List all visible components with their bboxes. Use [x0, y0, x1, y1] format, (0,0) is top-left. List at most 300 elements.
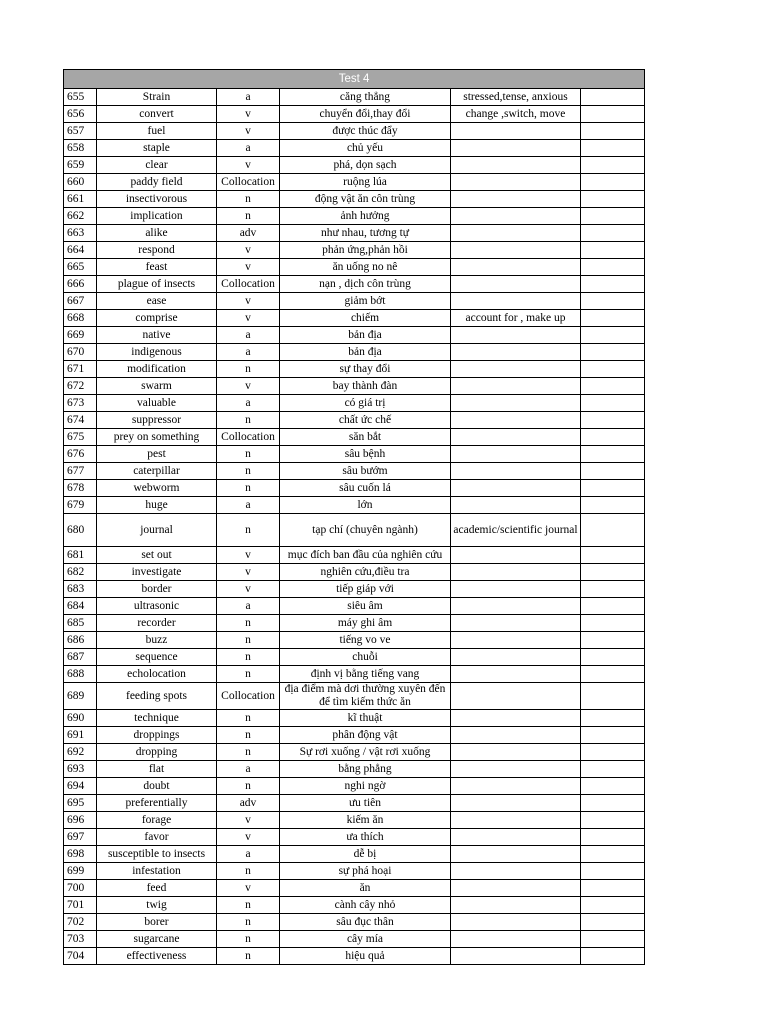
meaning-cell: sâu bướm	[280, 463, 451, 480]
table-row	[64, 547, 645, 564]
part-of-speech-cell: v	[217, 293, 280, 310]
empty-cell	[581, 310, 645, 327]
synonyms-cell	[451, 480, 581, 497]
word-cell: investigate	[97, 564, 217, 581]
meaning-cell: bản địa	[280, 327, 451, 344]
synonyms-cell	[451, 293, 581, 310]
row-number-cell: 660	[64, 174, 97, 191]
row-number-cell: 682	[64, 564, 97, 581]
empty-cell	[581, 259, 645, 276]
empty-cell	[581, 761, 645, 778]
synonyms-cell	[451, 710, 581, 727]
synonyms-cell	[451, 276, 581, 293]
row-number-cell: 697	[64, 829, 97, 846]
part-of-speech-cell: a	[217, 140, 280, 157]
part-of-speech-cell: a	[217, 89, 280, 106]
word-cell: webworm	[97, 480, 217, 497]
table-row	[64, 327, 645, 344]
meaning-cell: bằng phẳng	[280, 761, 451, 778]
empty-cell	[581, 225, 645, 242]
part-of-speech-cell: n	[217, 615, 280, 632]
empty-cell	[581, 106, 645, 123]
meaning-cell: như nhau, tương tự	[280, 225, 451, 242]
synonyms-cell	[451, 761, 581, 778]
meaning-cell: chuỗi	[280, 649, 451, 666]
table-row	[64, 564, 645, 581]
part-of-speech-cell: v	[217, 242, 280, 259]
synonyms-cell	[451, 259, 581, 276]
word-cell: sequence	[97, 649, 217, 666]
synonyms-cell	[451, 547, 581, 564]
part-of-speech-cell: n	[217, 914, 280, 931]
part-of-speech-cell: a	[217, 395, 280, 412]
row-number-cell: 699	[64, 863, 97, 880]
meaning-cell: tiếp giáp với	[280, 581, 451, 598]
table-row	[64, 761, 645, 778]
synonyms-cell	[451, 914, 581, 931]
meaning-cell: tiếng vo ve	[280, 632, 451, 649]
row-number-cell: 696	[64, 812, 97, 829]
synonyms-cell	[451, 897, 581, 914]
synonyms-cell	[451, 863, 581, 880]
empty-cell	[581, 632, 645, 649]
table-row	[64, 446, 645, 463]
meaning-cell: bản địa	[280, 344, 451, 361]
meaning-cell: chiếm	[280, 310, 451, 327]
word-cell: echolocation	[97, 666, 217, 683]
row-number-cell: 661	[64, 191, 97, 208]
part-of-speech-cell: adv	[217, 795, 280, 812]
table-row	[64, 395, 645, 412]
synonyms-cell	[451, 829, 581, 846]
table-row	[64, 744, 645, 761]
meaning-cell: lớn	[280, 497, 451, 514]
empty-cell	[581, 615, 645, 632]
empty-cell	[581, 242, 645, 259]
row-number-cell: 676	[64, 446, 97, 463]
table-row	[64, 914, 645, 931]
empty-cell	[581, 846, 645, 863]
meaning-cell: cây mía	[280, 931, 451, 948]
part-of-speech-cell: a	[217, 497, 280, 514]
part-of-speech-cell: v	[217, 106, 280, 123]
word-cell: fuel	[97, 123, 217, 140]
row-number-cell: 698	[64, 846, 97, 863]
table-row	[64, 897, 645, 914]
synonyms-cell	[451, 327, 581, 344]
row-number-cell: 704	[64, 948, 97, 965]
table-row	[64, 931, 645, 948]
row-number-cell: 687	[64, 649, 97, 666]
empty-cell	[581, 327, 645, 344]
part-of-speech-cell: n	[217, 931, 280, 948]
meaning-cell: sự thay đổi	[280, 361, 451, 378]
row-number-cell: 690	[64, 710, 97, 727]
synonyms-cell	[451, 429, 581, 446]
meaning-cell: định vị bằng tiếng vang	[280, 666, 451, 683]
word-cell: border	[97, 581, 217, 598]
meaning-cell: hiệu quả	[280, 948, 451, 965]
row-number-cell: 655	[64, 89, 97, 106]
part-of-speech-cell: v	[217, 378, 280, 395]
row-number-cell: 703	[64, 931, 97, 948]
part-of-speech-cell: n	[217, 948, 280, 965]
synonyms-cell	[451, 948, 581, 965]
table-row	[64, 778, 645, 795]
part-of-speech-cell: a	[217, 846, 280, 863]
table-row	[64, 581, 645, 598]
table-row	[64, 710, 645, 727]
row-number-cell: 677	[64, 463, 97, 480]
word-cell: prey on something	[97, 429, 217, 446]
part-of-speech-cell: a	[217, 327, 280, 344]
meaning-cell: địa điểm mà dơi thường xuyên đến để tìm kiếm thức ăn	[280, 683, 451, 710]
word-cell: Strain	[97, 89, 217, 106]
word-cell: flat	[97, 761, 217, 778]
part-of-speech-cell: v	[217, 581, 280, 598]
meaning-cell: ưu tiên	[280, 795, 451, 812]
table-row	[64, 225, 645, 242]
synonyms-cell	[451, 208, 581, 225]
table-row	[64, 795, 645, 812]
empty-cell	[581, 429, 645, 446]
table-row	[64, 293, 645, 310]
synonyms-cell	[451, 564, 581, 581]
part-of-speech-cell: v	[217, 829, 280, 846]
synonyms-cell	[451, 683, 581, 710]
table-row	[64, 846, 645, 863]
row-number-cell: 666	[64, 276, 97, 293]
row-number-cell: 691	[64, 727, 97, 744]
table-row	[64, 259, 645, 276]
table-row	[64, 157, 645, 174]
synonyms-cell	[451, 463, 581, 480]
table-row	[64, 208, 645, 225]
meaning-cell: ruộng lúa	[280, 174, 451, 191]
title-row	[64, 70, 645, 89]
table-row	[64, 615, 645, 632]
word-cell: suppressor	[97, 412, 217, 429]
meaning-cell: sâu đục thân	[280, 914, 451, 931]
table-row	[64, 598, 645, 615]
empty-cell	[581, 812, 645, 829]
synonyms-cell	[451, 191, 581, 208]
part-of-speech-cell: adv	[217, 225, 280, 242]
synonyms-cell	[451, 446, 581, 463]
part-of-speech-cell: v	[217, 880, 280, 897]
part-of-speech-cell: n	[217, 897, 280, 914]
meaning-cell: được thúc đẩy	[280, 123, 451, 140]
empty-cell	[581, 157, 645, 174]
row-number-cell: 659	[64, 157, 97, 174]
empty-cell	[581, 710, 645, 727]
row-number-cell: 700	[64, 880, 97, 897]
part-of-speech-cell: v	[217, 123, 280, 140]
word-cell: indigenous	[97, 344, 217, 361]
meaning-cell: máy ghi âm	[280, 615, 451, 632]
table-row	[64, 683, 645, 710]
synonyms-cell: stressed,tense, anxious	[451, 89, 581, 106]
word-cell: technique	[97, 710, 217, 727]
row-number-cell: 693	[64, 761, 97, 778]
part-of-speech-cell: n	[217, 710, 280, 727]
table-row	[64, 948, 645, 965]
part-of-speech-cell: n	[217, 412, 280, 429]
synonyms-cell: academic/scientific journal	[451, 514, 581, 547]
row-number-cell: 681	[64, 547, 97, 564]
empty-cell	[581, 547, 645, 564]
meaning-cell: nghiên cứu,điều tra	[280, 564, 451, 581]
word-cell: sugarcane	[97, 931, 217, 948]
word-cell: valuable	[97, 395, 217, 412]
synonyms-cell	[451, 931, 581, 948]
meaning-cell: dễ bị	[280, 846, 451, 863]
synonyms-cell	[451, 412, 581, 429]
table-body	[64, 89, 645, 965]
row-number-cell: 686	[64, 632, 97, 649]
word-cell: pest	[97, 446, 217, 463]
row-number-cell: 657	[64, 123, 97, 140]
meaning-cell: săn bắt	[280, 429, 451, 446]
synonyms-cell	[451, 581, 581, 598]
synonyms-cell	[451, 242, 581, 259]
word-cell: ultrasonic	[97, 598, 217, 615]
row-number-cell: 667	[64, 293, 97, 310]
row-number-cell: 664	[64, 242, 97, 259]
row-number-cell: 678	[64, 480, 97, 497]
meaning-cell: giảm bớt	[280, 293, 451, 310]
empty-cell	[581, 931, 645, 948]
part-of-speech-cell: n	[217, 208, 280, 225]
table-row	[64, 191, 645, 208]
word-cell: huge	[97, 497, 217, 514]
meaning-cell: ăn uống no nê	[280, 259, 451, 276]
synonyms-cell	[451, 225, 581, 242]
word-cell: implication	[97, 208, 217, 225]
synonyms-cell	[451, 157, 581, 174]
part-of-speech-cell: a	[217, 598, 280, 615]
empty-cell	[581, 863, 645, 880]
word-cell: swarm	[97, 378, 217, 395]
empty-cell	[581, 778, 645, 795]
meaning-cell: động vật ăn côn trùng	[280, 191, 451, 208]
table-row	[64, 242, 645, 259]
synonyms-cell	[451, 344, 581, 361]
table-row	[64, 378, 645, 395]
meaning-cell: mục đích ban đầu của nghiên cứu	[280, 547, 451, 564]
part-of-speech-cell: a	[217, 761, 280, 778]
table-row	[64, 429, 645, 446]
word-cell: effectiveness	[97, 948, 217, 965]
row-number-cell: 701	[64, 897, 97, 914]
table-row	[64, 140, 645, 157]
word-cell: droppings	[97, 727, 217, 744]
row-number-cell: 684	[64, 598, 97, 615]
word-cell: forage	[97, 812, 217, 829]
word-cell: feed	[97, 880, 217, 897]
empty-cell	[581, 89, 645, 106]
synonyms-cell	[451, 666, 581, 683]
part-of-speech-cell: n	[217, 446, 280, 463]
meaning-cell: sự phá hoại	[280, 863, 451, 880]
meaning-cell: phản ứng,phản hồi	[280, 242, 451, 259]
meaning-cell: nghi ngờ	[280, 778, 451, 795]
empty-cell	[581, 497, 645, 514]
word-cell: recorder	[97, 615, 217, 632]
empty-cell	[581, 395, 645, 412]
row-number-cell: 675	[64, 429, 97, 446]
row-number-cell: 689	[64, 683, 97, 710]
word-cell: buzz	[97, 632, 217, 649]
word-cell: feast	[97, 259, 217, 276]
word-cell: twig	[97, 897, 217, 914]
empty-cell	[581, 140, 645, 157]
word-cell: doubt	[97, 778, 217, 795]
empty-cell	[581, 914, 645, 931]
empty-cell	[581, 463, 645, 480]
meaning-cell: nạn , dịch côn trùng	[280, 276, 451, 293]
part-of-speech-cell: v	[217, 812, 280, 829]
table-row	[64, 829, 645, 846]
empty-cell	[581, 581, 645, 598]
meaning-cell: kiếm ăn	[280, 812, 451, 829]
row-number-cell: 674	[64, 412, 97, 429]
empty-cell	[581, 378, 645, 395]
row-number-cell: 694	[64, 778, 97, 795]
table-row	[64, 632, 645, 649]
table-row	[64, 310, 645, 327]
meaning-cell: ảnh hưởng	[280, 208, 451, 225]
synonyms-cell	[451, 744, 581, 761]
meaning-cell: chủ yếu	[280, 140, 451, 157]
row-number-cell: 673	[64, 395, 97, 412]
part-of-speech-cell: Collocation	[217, 276, 280, 293]
empty-cell	[581, 897, 645, 914]
table-row	[64, 412, 645, 429]
empty-cell	[581, 446, 645, 463]
row-number-cell: 656	[64, 106, 97, 123]
table-row	[64, 89, 645, 106]
table-row	[64, 106, 645, 123]
synonyms-cell	[451, 795, 581, 812]
synonyms-cell	[451, 361, 581, 378]
empty-cell	[581, 683, 645, 710]
part-of-speech-cell: v	[217, 310, 280, 327]
word-cell: dropping	[97, 744, 217, 761]
row-number-cell: 692	[64, 744, 97, 761]
meaning-cell: ưa thích	[280, 829, 451, 846]
part-of-speech-cell: n	[217, 863, 280, 880]
empty-cell	[581, 564, 645, 581]
meaning-cell: Sự rơi xuống / vật rơi xuống	[280, 744, 451, 761]
empty-cell	[581, 598, 645, 615]
synonyms-cell	[451, 174, 581, 191]
part-of-speech-cell: v	[217, 564, 280, 581]
empty-cell	[581, 276, 645, 293]
part-of-speech-cell: n	[217, 361, 280, 378]
part-of-speech-cell: v	[217, 547, 280, 564]
word-cell: respond	[97, 242, 217, 259]
word-cell: preferentially	[97, 795, 217, 812]
word-cell: insectivorous	[97, 191, 217, 208]
word-cell: set out	[97, 547, 217, 564]
table-row	[64, 812, 645, 829]
word-cell: journal	[97, 514, 217, 547]
synonyms-cell	[451, 140, 581, 157]
table-row	[64, 649, 645, 666]
table-row	[64, 344, 645, 361]
empty-cell	[581, 744, 645, 761]
row-number-cell: 669	[64, 327, 97, 344]
empty-cell	[581, 666, 645, 683]
row-number-cell: 688	[64, 666, 97, 683]
empty-cell	[581, 293, 645, 310]
row-number-cell: 672	[64, 378, 97, 395]
table-row	[64, 361, 645, 378]
table-row	[64, 727, 645, 744]
word-cell: clear	[97, 157, 217, 174]
empty-cell	[581, 829, 645, 846]
row-number-cell: 662	[64, 208, 97, 225]
meaning-cell: tạp chí (chuyên ngành)	[280, 514, 451, 547]
word-cell: native	[97, 327, 217, 344]
row-number-cell: 702	[64, 914, 97, 931]
table-row	[64, 863, 645, 880]
row-number-cell: 695	[64, 795, 97, 812]
part-of-speech-cell: n	[217, 514, 280, 547]
row-number-cell: 663	[64, 225, 97, 242]
empty-cell	[581, 948, 645, 965]
empty-cell	[581, 480, 645, 497]
word-cell: caterpillar	[97, 463, 217, 480]
word-cell: alike	[97, 225, 217, 242]
empty-cell	[581, 412, 645, 429]
empty-cell	[581, 880, 645, 897]
synonyms-cell	[451, 615, 581, 632]
synonyms-cell: change ,switch, move	[451, 106, 581, 123]
synonyms-cell	[451, 378, 581, 395]
word-cell: convert	[97, 106, 217, 123]
word-cell: infestation	[97, 863, 217, 880]
part-of-speech-cell: n	[217, 480, 280, 497]
part-of-speech-cell: Collocation	[217, 429, 280, 446]
meaning-cell: sâu cuốn lá	[280, 480, 451, 497]
empty-cell	[581, 795, 645, 812]
synonyms-cell: account for , make up	[451, 310, 581, 327]
row-number-cell: 671	[64, 361, 97, 378]
part-of-speech-cell: n	[217, 632, 280, 649]
empty-cell	[581, 344, 645, 361]
row-number-cell: 665	[64, 259, 97, 276]
empty-cell	[581, 727, 645, 744]
row-number-cell: 680	[64, 514, 97, 547]
table-row	[64, 276, 645, 293]
part-of-speech-cell: v	[217, 259, 280, 276]
word-cell: paddy field	[97, 174, 217, 191]
empty-cell	[581, 123, 645, 140]
synonyms-cell	[451, 846, 581, 863]
part-of-speech-cell: n	[217, 666, 280, 683]
meaning-cell: chất ức chế	[280, 412, 451, 429]
synonyms-cell	[451, 727, 581, 744]
meaning-cell: bay thành đàn	[280, 378, 451, 395]
meaning-cell: căng thẳng	[280, 89, 451, 106]
synonyms-cell	[451, 778, 581, 795]
vocabulary-sheet	[63, 69, 644, 965]
synonyms-cell	[451, 123, 581, 140]
meaning-cell: phá, dọn sạch	[280, 157, 451, 174]
table-row	[64, 174, 645, 191]
